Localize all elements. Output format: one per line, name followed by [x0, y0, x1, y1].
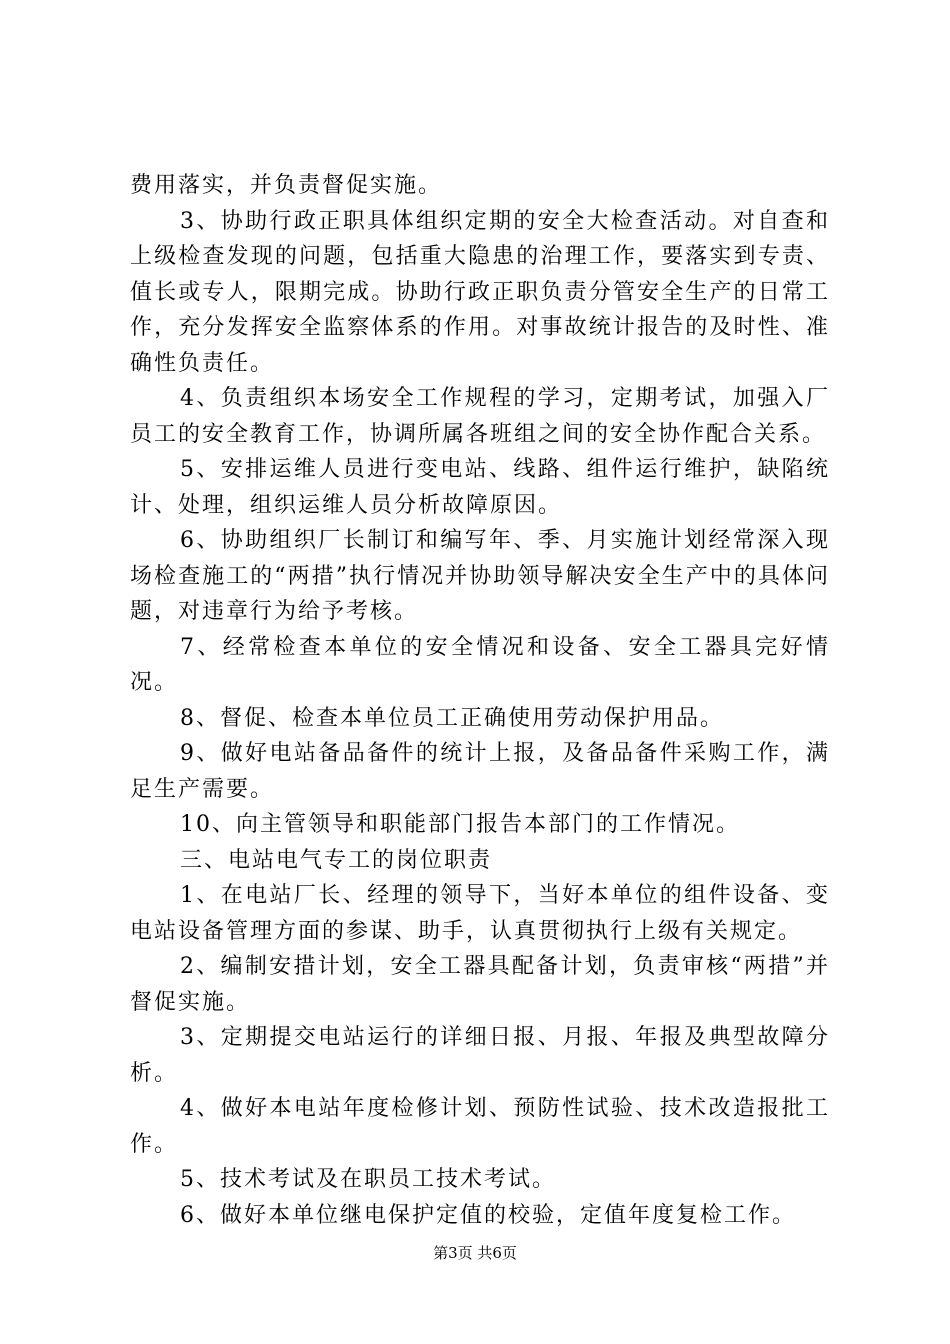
paragraph: 5、安排运维人员进行变电站、线路、组件运行维护，缺陷统计、处理，组织运维人员分析故障原因。 [130, 457, 830, 518]
paragraph: 4、负责组织本场安全工作规程的学习，定期考试，加强入厂员工的安全教育工作，协调所属各班组之间的安全协作配合关系。 [130, 386, 830, 447]
page-number-footer: 第3页 共6页 [433, 1244, 517, 1262]
paragraph: 2、编制安措计划，安全工器具配备计划，负责审核“两措”并督促实施。 [130, 954, 830, 1015]
paragraph: 9、做好电站备品备件的统计上报，及备品备件采购工作，满足生产需要。 [130, 741, 830, 802]
paragraph: 费用落实，并负责督促实施。 [130, 173, 443, 198]
paragraph: 6、做好本单位继电保护定值的校验，定值年度复检工作。 [180, 1202, 796, 1228]
paragraph: 6、协助组织厂长制订和编写年、季、月实施计划经常深入现场检查施工的“两措”执行情况并协助领导解决安全生产中的具体问题，对违章行为给予考核。 [130, 528, 830, 624]
paragraph: 8、督促、检查本单位员工正确使用劳动保护用品。 [180, 705, 724, 731]
paragraph: 7、经常检查本单位的安全情况和设备、安全工器具完好情况。 [130, 634, 830, 695]
paragraph: 5、技术考试及在职员工技术考试。 [180, 1167, 556, 1192]
document-body [130, 168, 830, 1233]
paragraph: 1、在电站厂长、经理的领导下，当好本单位的组件设备、变电站设备管理方面的参谋、助手，认真贯彻执行上级有关规定。 [130, 883, 830, 944]
paragraph: 3、协助行政正职具体组织定期的安全大检查活动。对自查和上级检查发现的问题，包括重大隐患的治理工作，要落实到专责、值长或专人，限期完成。协助行政正职负责分管安全生产的日常工作，充分发挥安全监察体系的作用。对事故统计报告的及时性、准确性负责任。 [130, 208, 830, 376]
paragraph: 4、做好本电站年度检修计划、预防性试验、技术改造报批工作。 [130, 1096, 830, 1157]
paragraph: 3、定期提交电站运行的详细日报、月报、年报及典型故障分析。 [130, 1025, 830, 1086]
paragraph: 10、向主管领导和职能部门报告本部门的工作情况。 [180, 812, 740, 837]
section-heading: 三、电站电气专工的岗位职责 [180, 847, 493, 873]
